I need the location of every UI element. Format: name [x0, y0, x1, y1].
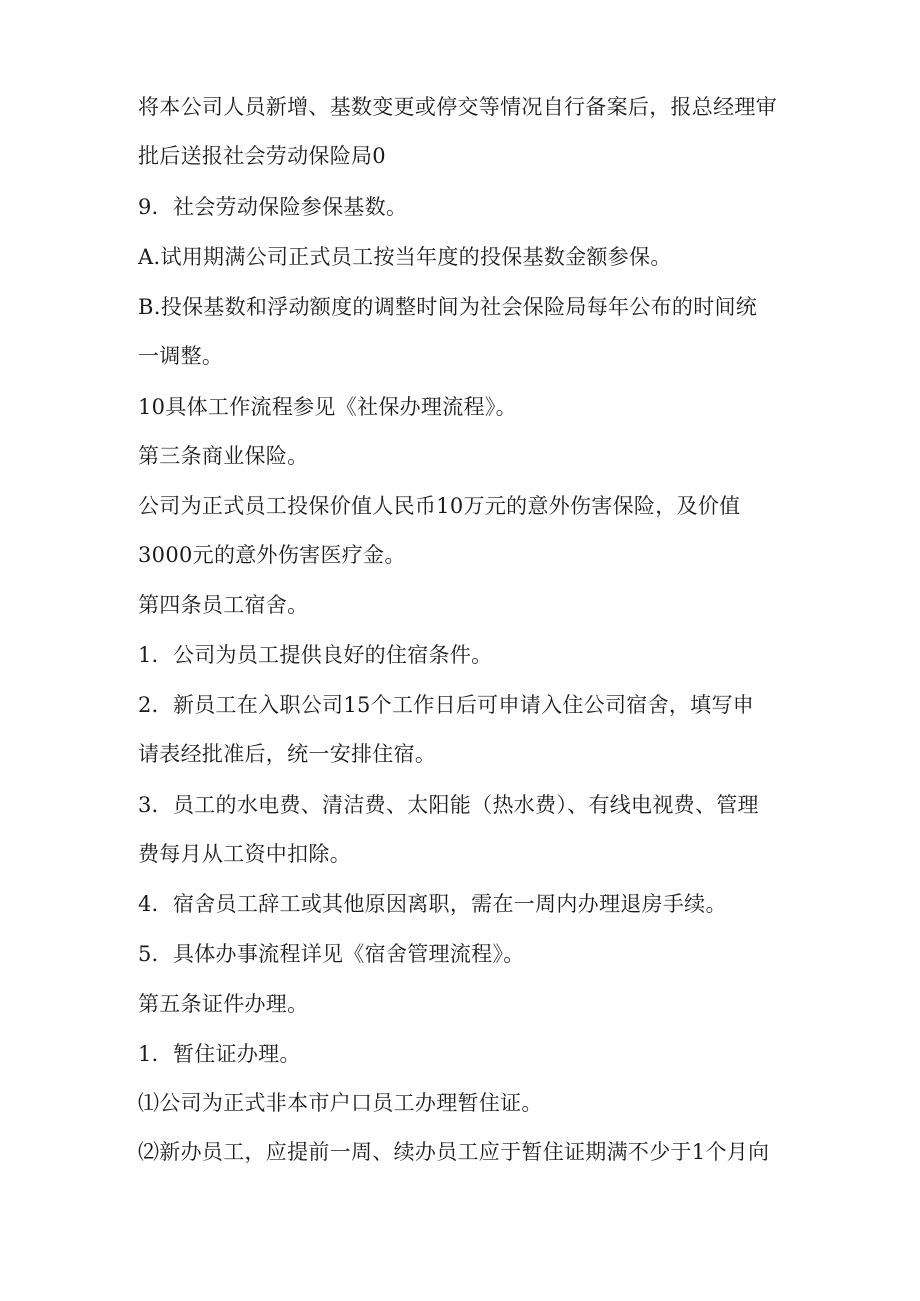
section-item-heading: 9．社会劳动保险参保基数。 — [138, 195, 408, 219]
sub-list-item: ⑴公司为正式非本市户口员工办理暂住证。 — [138, 1091, 543, 1115]
list-item: 2．新员工在入职公司15个工作日后可申请入住公司宿舍，填写申 — [138, 693, 755, 717]
paragraph-line: 费每月从工资中扣除。 — [138, 842, 351, 866]
list-item: 5．具体办事流程详见《宿舍管理流程》。 — [138, 942, 525, 966]
paragraph-line: A.试用期满公司正式员工按当年度的投保基数金额参保。 — [138, 245, 672, 269]
paragraph-line: 批后送报社会劳动保险局0 — [138, 144, 386, 168]
paragraph-line: 请表经批准后，统一安排住宿。 — [138, 742, 437, 766]
list-item: 3．员工的水电费、清洁费、太阳能（热水费）、有线电视费、管理 — [138, 793, 759, 817]
paragraph-line: 将本公司人员新增、基数变更或停交等情况自行备案后，报总经理审 — [138, 95, 777, 119]
list-item: 1．暂住证办理。 — [138, 1042, 301, 1066]
article-heading: 第四条员工宿舍。 — [138, 593, 309, 617]
sub-list-item: ⑵新办员工，应提前一周、续办员工应于暂住证期满不少于1个月向 — [138, 1140, 770, 1164]
paragraph-line: 3000元的意外伤害医疗金。 — [138, 543, 406, 567]
article-heading: 第三条商业保险。 — [138, 444, 309, 468]
paragraph-line: 公司为正式员工投保价值人民币10万元的意外伤害保险，及价值 — [138, 494, 741, 518]
article-heading: 第五条证件办理。 — [138, 992, 309, 1016]
list-item: 4．宿舍员工辞工或其他原因离职，需在一周内办理退房手续。 — [138, 892, 727, 916]
paragraph-line: 一调整。 — [138, 344, 224, 368]
paragraph-line: B.投保基数和浮动额度的调整时间为社会保险局每年公布的时间统 — [138, 295, 758, 319]
list-item: 1．公司为员工提供良好的住宿条件。 — [138, 643, 493, 667]
paragraph-line: 10具体工作流程参见《社保办理流程》。 — [138, 395, 517, 419]
